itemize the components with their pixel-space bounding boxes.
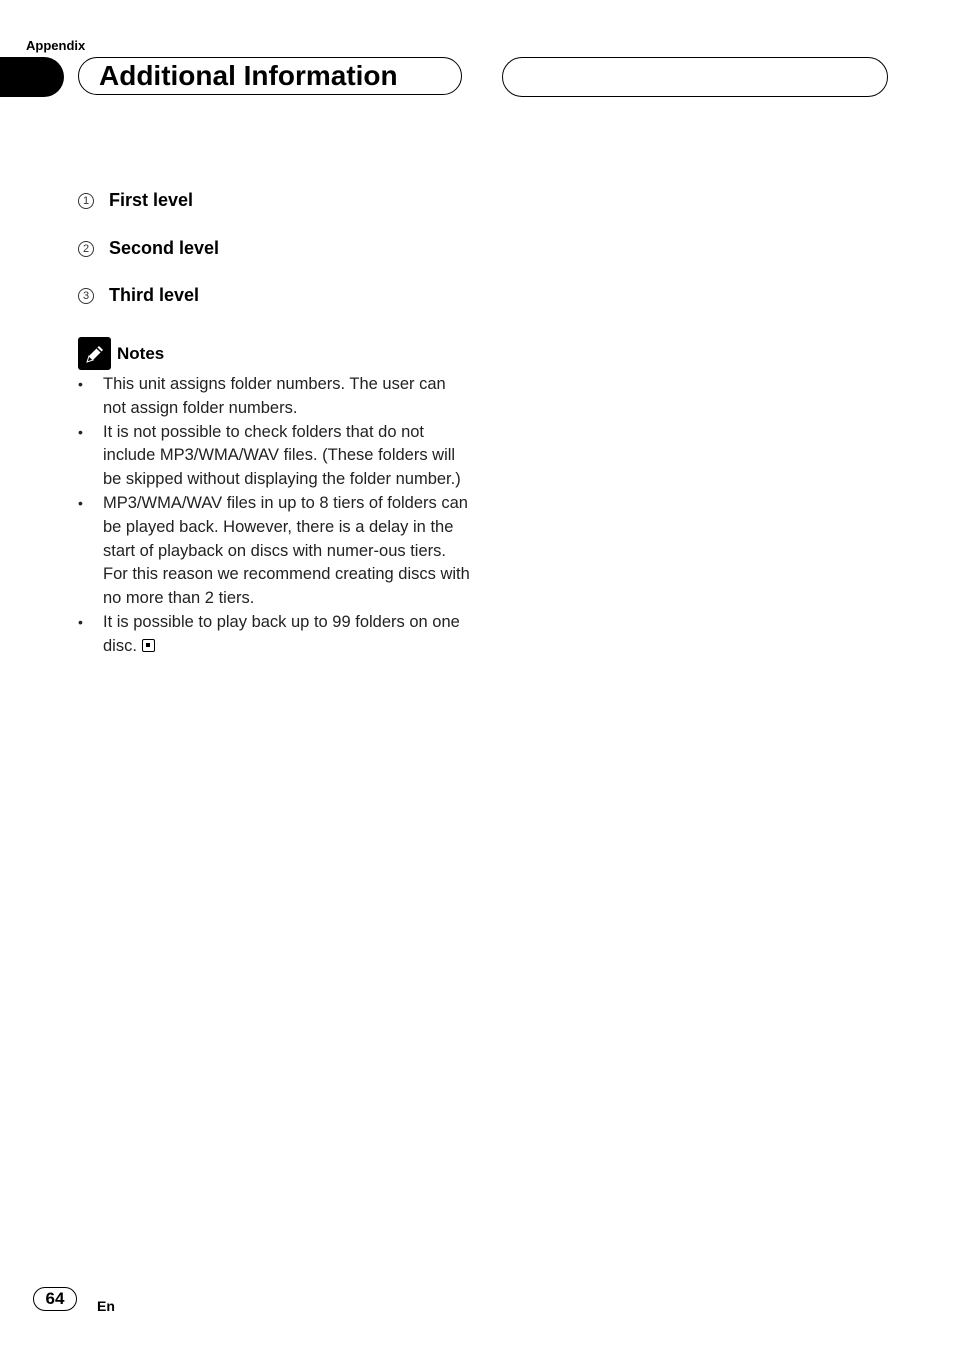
level-item-2 <box>78 238 219 259</box>
list-item <box>78 373 473 421</box>
section-label: Appendix <box>26 38 86 53</box>
bullet: • <box>78 494 83 511</box>
note-text: It is not possible to check folders that do not include MP3/WMA/WAV files. (These folders will be skipped without displaying the folder number.) <box>103 422 461 489</box>
end-mark-icon <box>142 639 155 652</box>
page-number: 64 <box>33 1287 77 1311</box>
empty-header-box <box>502 57 888 97</box>
bullet: • <box>78 613 83 630</box>
pencil-icon <box>78 337 111 370</box>
title-box <box>78 57 462 95</box>
note-text: This unit assigns folder numbers. The user can not assign folder numbers. <box>103 375 446 417</box>
level-item-3 <box>78 285 199 306</box>
section-tab <box>0 57 64 97</box>
level-label: Second level <box>109 238 220 258</box>
language-label: En <box>97 1298 115 1314</box>
list-item <box>78 492 473 611</box>
level-item-1 <box>78 190 193 211</box>
level-label: Third level <box>109 285 200 305</box>
notes-header <box>78 337 164 370</box>
list-item <box>78 421 473 492</box>
page-title: Additional Information <box>99 60 398 91</box>
circled-number: 2 <box>78 241 94 257</box>
list-item <box>78 611 473 659</box>
level-label: First level <box>109 190 194 210</box>
note-text: MP3/WMA/WAV files in up to 8 tiers of folders can be played back. However, there is a delay in the start of playback on discs with numer-ous tiers. For this reason we recommend creating discs with no more than 2 tiers. <box>103 493 470 608</box>
circled-number: 3 <box>78 288 94 304</box>
notes-list <box>78 373 473 659</box>
note-text: It is possible to play back up to 99 folders on one disc. <box>103 612 460 655</box>
circled-number: 1 <box>78 193 94 209</box>
notes-title: Notes <box>117 343 165 363</box>
bullet: • <box>78 376 83 392</box>
bullet: • <box>78 423 83 440</box>
